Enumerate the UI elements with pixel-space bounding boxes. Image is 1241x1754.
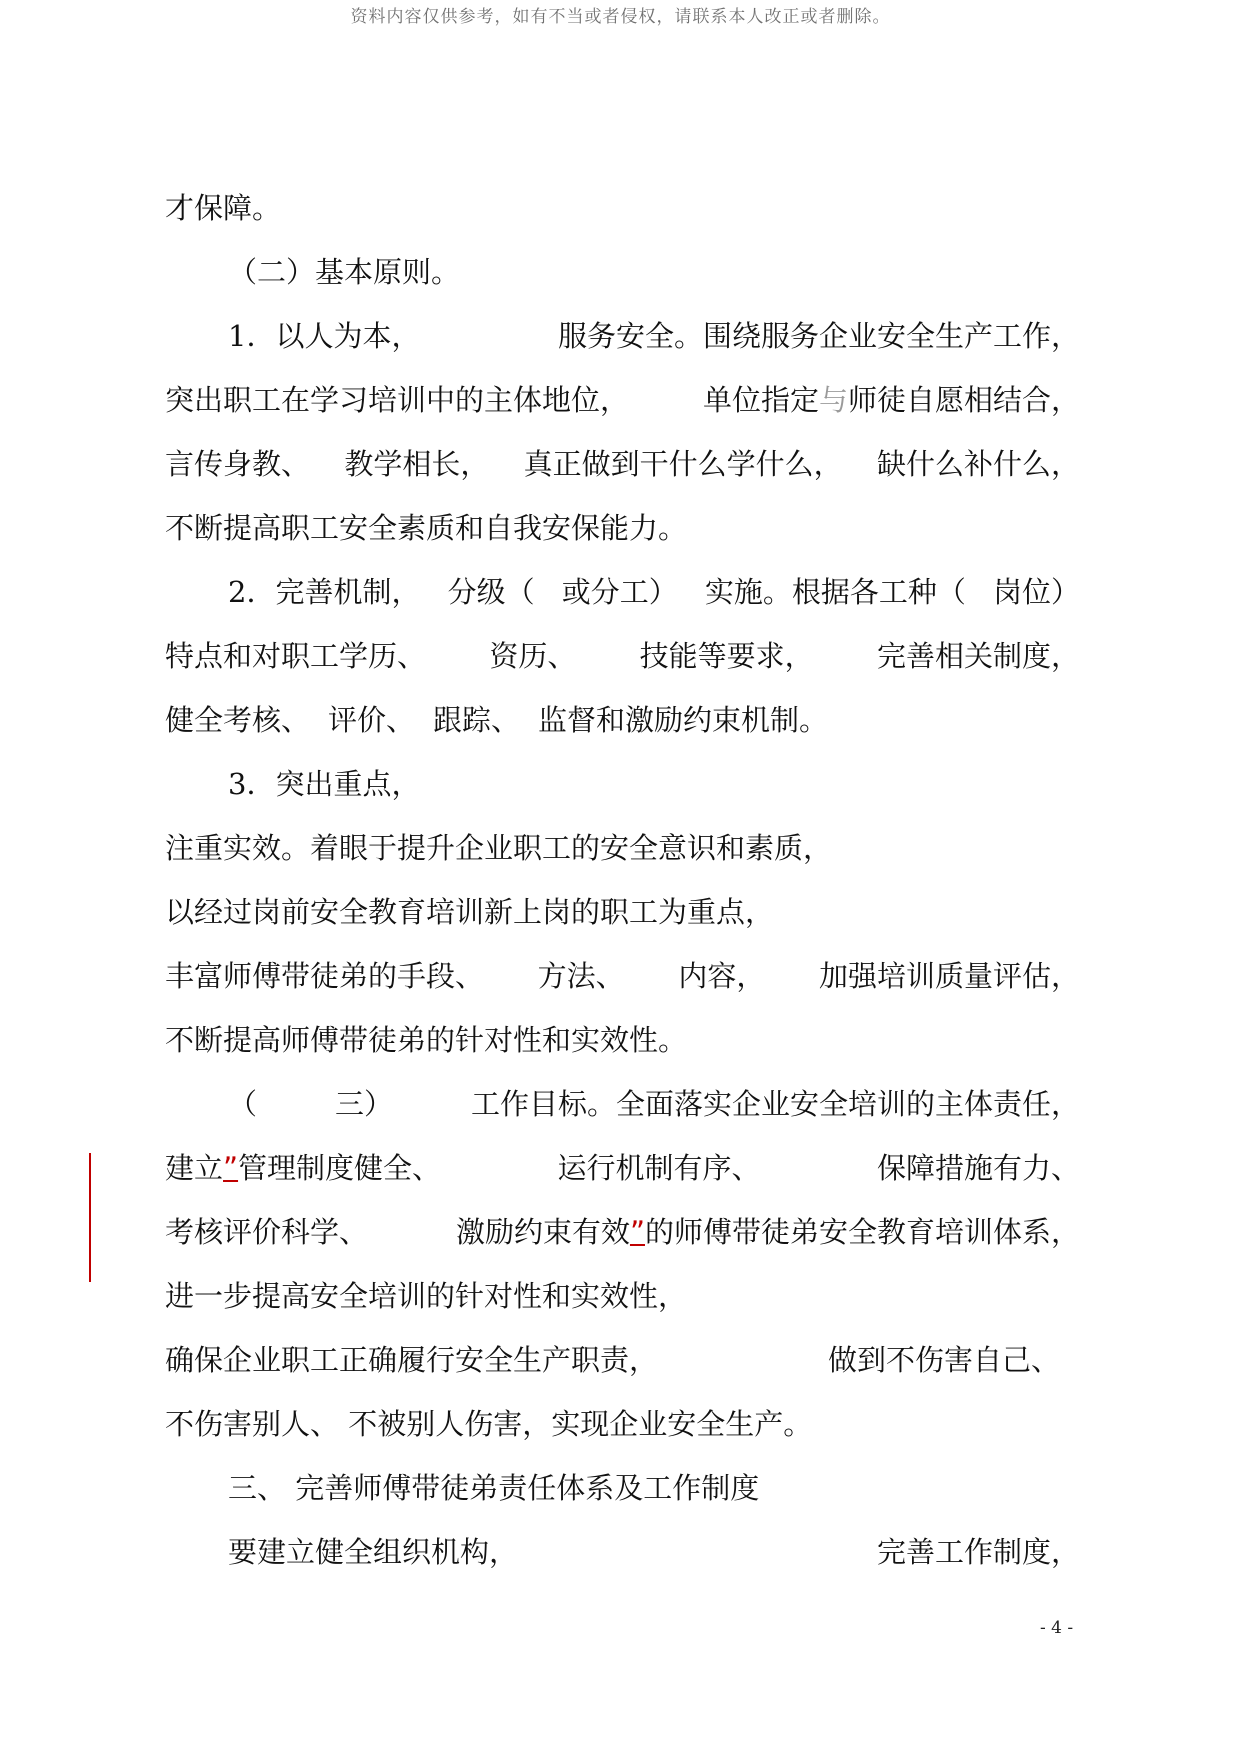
text-line [228,314,1080,358]
text-segment: 确保企业职工正确履行安全生产职责， [165,1343,659,1377]
text-segment: （ [228,1087,258,1121]
text-segment: 管理制度健全、 [238,1151,442,1185]
text-segment: 岗位） [992,575,1080,609]
text-segment: 单位指定 [702,383,819,417]
text-line: 不断提高师傅带徒弟的针对性和实效性。 [165,1023,688,1057]
text-segment: 特点和对职工学历、 [165,639,427,673]
text-segment: 加强培训质量评估， [818,959,1080,993]
text-segment: 监督和激励约束机制。 [538,703,829,737]
revision-bar [89,1153,91,1282]
text-segment: 方法、 [537,959,625,993]
text-segment: 保障措施有力、 [876,1151,1080,1185]
text-line: 才保障。 [165,191,282,225]
text-segment: 突出职工在学习培训中的主体地位， [165,383,630,417]
text-segment: 或分工） [561,575,678,609]
text-segment: 言传身教、 [165,447,311,481]
text-line [165,698,1080,742]
section-heading [228,1082,1080,1126]
text-segment: 师徒自愿相结合， [847,383,1080,417]
text-segment: 完善相关制度， [876,639,1080,673]
text-segment: 技能等要求， [639,639,814,673]
text-line [165,954,1080,998]
text-segment: 内容， [678,959,766,993]
text-line [228,1530,1080,1574]
text-segment [165,1146,441,1190]
text-line [165,378,1080,422]
text-line: 进一步提高安全培训的针对性和实效性， [165,1279,688,1313]
text-segment: 服务安全。围绕服务企业安全生产工作， [557,319,1080,353]
tracked-change-quote: ” [223,1151,239,1185]
text-segment: 健全考核、 [165,703,311,737]
text-segment: 分级（ [447,575,535,609]
section-heading: （二）基本原则。 [228,255,461,289]
text-segment: 跟踪、 [433,703,521,737]
text-line: 3．突出重点， [228,767,421,801]
text-segment: 1．以人为本， [228,319,421,353]
text-line [165,634,1080,678]
disclaimer-header: 资料内容仅供参考，如有不当或者侵权，请联系本人改正或者删除。 [350,7,891,27]
text-line: 以经过岗前安全教育培训新上岗的职工为重点， [165,895,775,929]
text-segment: 运行机制有序、 [557,1151,761,1185]
section-heading: 三、 完善师傅带徒弟责任体系及工作制度 [228,1471,760,1505]
text-segment: 资历、 [489,639,577,673]
text-segment: 考核评价科学、 [165,1215,369,1249]
text-line [228,570,1080,614]
text-line: 注重实效。着眼于提升企业职工的安全意识和素质， [165,831,833,865]
text-segment: 缺什么补什么， [876,447,1080,481]
text-segment: 实施。根据各工种（ [704,575,966,609]
text-segment: 评价、 [328,703,416,737]
text-segment: 丰富师傅带徒弟的手段、 [165,959,485,993]
page-number: - 4 - [1040,1618,1074,1638]
text-segment: 建立 [165,1151,224,1185]
text-line: 不断提高职工安全素质和自我安保能力。 [165,511,688,545]
text-line [165,1146,1080,1190]
text-segment: 真正做到干什么学什么， [523,447,843,481]
text-segment [703,378,1080,422]
text-segment: 要建立健全组织机构， [228,1535,519,1569]
tracked-change-quote: ” [629,1215,645,1249]
text-segment: 完善工作制度， [876,1535,1080,1569]
text-segment: 的师傅带徒弟安全教育培训体系， [644,1215,1080,1249]
text-line [165,442,1080,486]
tracked-change-text: 与 [818,383,848,417]
text-segment: 教学相长， [344,447,490,481]
text-line [165,1210,1080,1254]
text-segment: 做到不伤害自己、 [827,1343,1060,1377]
text-segment: 2．完善机制， [228,575,421,609]
text-line [165,1338,1060,1382]
text-segment: 工作目标。全面落实企业安全培训的主体责任， [470,1087,1080,1121]
text-segment [456,1210,1080,1254]
text-segment: 三） [334,1087,393,1121]
text-segment: 激励约束有效 [455,1215,630,1249]
text-line: 不伤害别人、 不被别人伤害，实现企业安全生产。 [165,1407,813,1441]
